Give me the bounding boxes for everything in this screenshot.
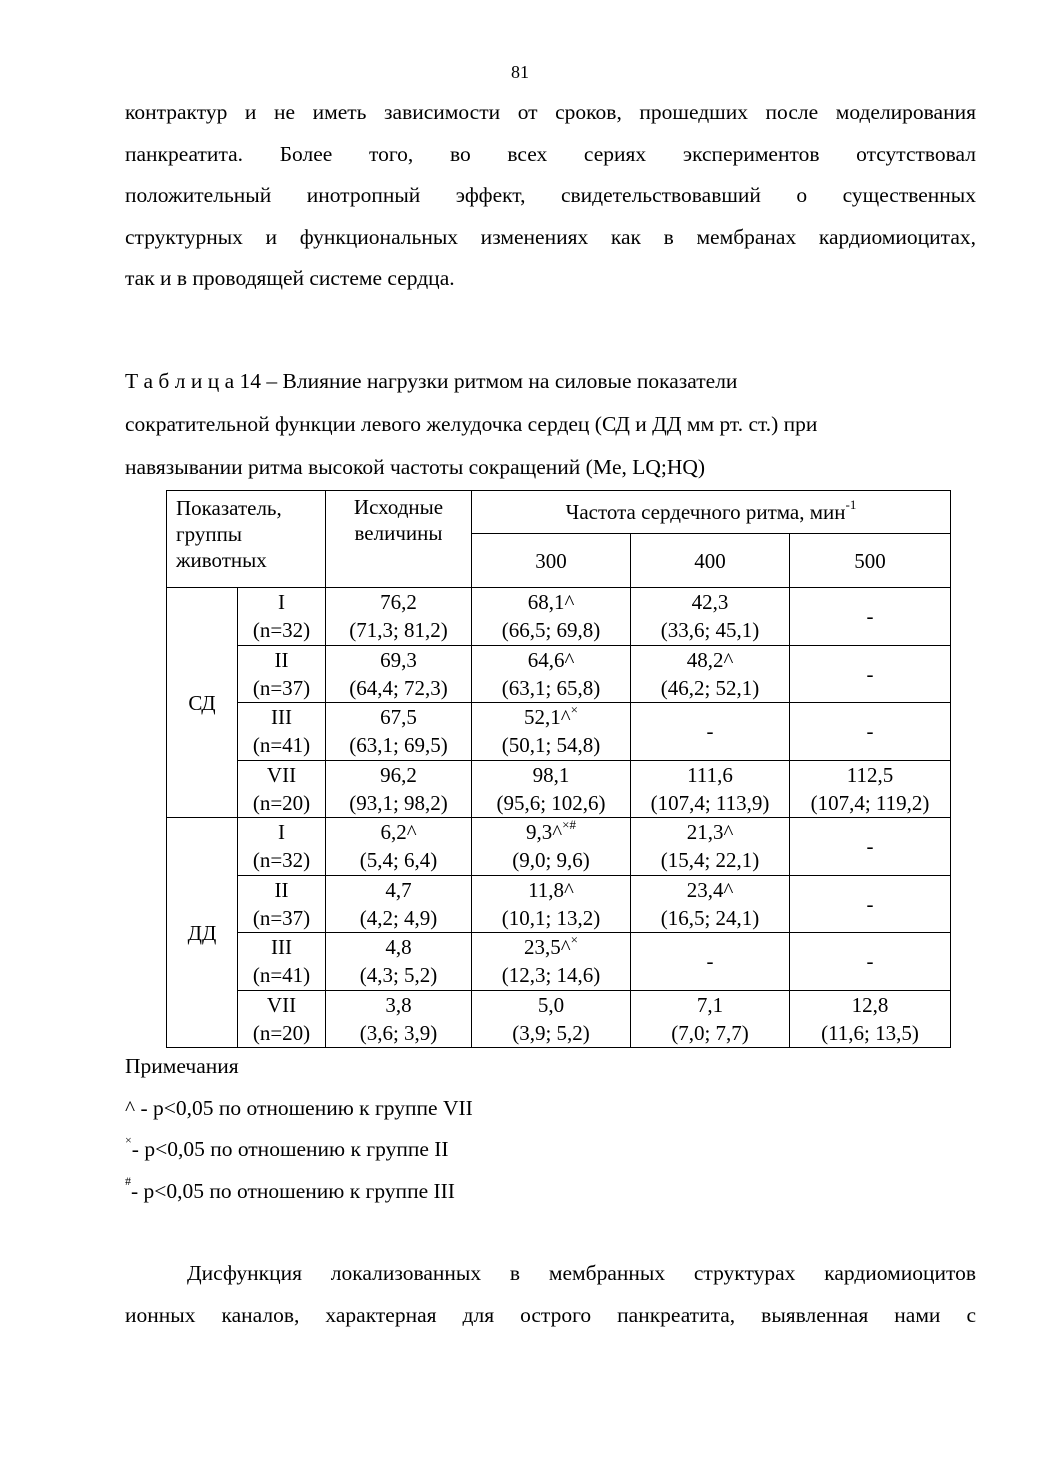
cell-line xyxy=(238,646,325,674)
table-row xyxy=(167,645,951,703)
cell-line xyxy=(790,1019,950,1047)
cell-line xyxy=(631,616,789,644)
note-mark: # xyxy=(125,1174,131,1189)
cell-text: (n=32) xyxy=(252,618,311,643)
table-caption xyxy=(125,360,976,489)
cell-line xyxy=(472,646,630,674)
text-line: контрактур и не иметь зависимости от сроков, прошедших после моделирования xyxy=(125,100,976,124)
cell-line xyxy=(472,818,630,846)
cell-line xyxy=(472,933,630,961)
cell-line xyxy=(472,846,630,874)
cell-text: 5,0 xyxy=(537,992,565,1017)
cell-text: (4,2; 4,9) xyxy=(359,905,438,930)
cell-text: 69,3 xyxy=(380,647,417,672)
cell-line xyxy=(238,961,325,989)
baseline-cell xyxy=(326,990,472,1048)
cell-line xyxy=(790,947,950,975)
cell-line xyxy=(238,846,325,874)
cell-line xyxy=(472,703,630,731)
text-line: положительный инотропный эффект, свидетельствовавший о существенных xyxy=(125,183,976,207)
cell-text: II xyxy=(274,647,289,672)
header-400: 400 xyxy=(631,534,790,588)
cell-text: (46,2; 52,1) xyxy=(660,675,760,700)
cell-text: III xyxy=(271,935,292,960)
significance-mark: × xyxy=(570,932,578,948)
cell-line xyxy=(326,761,471,789)
f500-cell xyxy=(790,588,951,646)
group-cell xyxy=(238,703,326,761)
cell-line xyxy=(631,761,789,789)
cell-text: 6,2^ xyxy=(380,820,417,845)
f500-cell xyxy=(790,818,951,876)
cell-text: (n=32) xyxy=(252,848,311,873)
cell-text: (63,1; 69,5) xyxy=(349,733,448,758)
cell-text: - xyxy=(866,719,874,744)
cell-text: 23,5^ xyxy=(524,935,571,960)
cell-line xyxy=(472,731,630,759)
cell-text: - xyxy=(866,661,874,686)
cell-text: (12,3; 14,6) xyxy=(501,963,601,988)
cell-line xyxy=(631,876,789,904)
cell-text: (63,1; 65,8) xyxy=(501,675,601,700)
cell-line xyxy=(238,991,325,1019)
group-cell xyxy=(238,933,326,991)
cell-text: 48,2^ xyxy=(686,647,734,672)
cell-line xyxy=(238,703,325,731)
cell-text: (107,4; 119,2) xyxy=(810,790,930,815)
note-item xyxy=(125,1129,473,1171)
cell-text: (7,0; 7,7) xyxy=(671,1020,749,1045)
cell-line xyxy=(326,876,471,904)
group-cell xyxy=(238,990,326,1048)
cell-line xyxy=(631,991,789,1019)
baseline-cell xyxy=(326,703,472,761)
baseline-cell xyxy=(326,818,472,876)
cell-text: 98,1 xyxy=(532,762,570,787)
f500-cell xyxy=(790,703,951,761)
f400-cell xyxy=(631,933,790,991)
table-row xyxy=(167,818,951,876)
header-text: Показатель, xyxy=(176,496,282,520)
cell-line xyxy=(472,588,630,616)
baseline-cell xyxy=(326,760,472,818)
cell-text: (n=20) xyxy=(252,790,311,815)
caption-line: сократительной функции левого желудочка сердец (СД и ДД мм рт. ст.) при xyxy=(125,412,818,436)
note-item xyxy=(125,1171,473,1213)
cell-line xyxy=(326,991,471,1019)
f300-cell xyxy=(472,818,631,876)
cell-line xyxy=(790,717,950,745)
cell-text: (n=37) xyxy=(252,905,311,930)
cell-text: (9,0; 9,6) xyxy=(512,848,590,873)
cell-line xyxy=(238,616,325,644)
header-rate xyxy=(472,491,951,534)
cell-text: 9,3^ xyxy=(526,820,563,845)
f300-cell xyxy=(472,933,631,991)
f500-cell xyxy=(790,875,951,933)
cell-text: 4,7 xyxy=(385,877,412,902)
cell-text: (n=37) xyxy=(252,675,311,700)
cell-line xyxy=(790,602,950,630)
body-paragraph-2 xyxy=(125,1253,976,1336)
f400-cell xyxy=(631,703,790,761)
text-line: структурных и функциональных изменениях как в мембранах кардиомиоцитах, xyxy=(125,224,976,249)
f300-cell xyxy=(472,588,631,646)
cell-text: 42,3 xyxy=(691,590,729,615)
cell-line xyxy=(326,789,471,817)
text-line: Дисфункция локализованных в мембранных структурах кардиомиоцитов xyxy=(187,1261,976,1285)
cell-line xyxy=(326,703,471,731)
cell-text: (66,5; 69,8) xyxy=(501,618,601,643)
cell-line xyxy=(472,674,630,702)
cell-line xyxy=(790,660,950,688)
cell-text: (n=41) xyxy=(252,733,311,758)
f400-cell xyxy=(631,760,790,818)
cell-text: (11,6; 13,5) xyxy=(821,1020,919,1045)
note-mark: × xyxy=(125,1132,132,1147)
cell-text: (64,4; 72,3) xyxy=(349,675,448,700)
notes-title: Примечания xyxy=(125,1054,239,1078)
f400-cell xyxy=(631,818,790,876)
cell-line xyxy=(790,890,950,918)
superscript: -1 xyxy=(845,497,857,512)
f500-cell xyxy=(790,760,951,818)
cell-text: (5,4; 6,4) xyxy=(359,848,438,873)
cell-line xyxy=(472,789,630,817)
f300-cell xyxy=(472,760,631,818)
cell-line xyxy=(631,717,789,745)
cell-text: - xyxy=(706,949,714,974)
cell-line xyxy=(238,731,325,759)
f500-cell xyxy=(790,933,951,991)
cell-text: (33,6; 45,1) xyxy=(660,618,760,643)
cell-text: (n=20) xyxy=(252,1020,311,1045)
cell-line xyxy=(472,876,630,904)
cell-line xyxy=(238,588,325,616)
cell-text: - xyxy=(866,949,874,974)
cell-text: - xyxy=(866,604,874,629)
note-item xyxy=(125,1088,473,1130)
cell-line xyxy=(631,588,789,616)
cell-text: (15,4; 22,1) xyxy=(660,848,760,873)
section-label: СД xyxy=(167,588,238,818)
table-row xyxy=(167,703,951,761)
cell-line xyxy=(238,789,325,817)
cell-text: 64,6^ xyxy=(527,647,575,672)
cell-text: 21,3^ xyxy=(686,820,734,845)
significance-mark: ×# xyxy=(562,817,576,833)
cell-line xyxy=(238,761,325,789)
cell-text: 76,2 xyxy=(380,590,417,615)
f400-cell xyxy=(631,588,790,646)
group-cell xyxy=(238,818,326,876)
cell-text: III xyxy=(271,705,292,730)
note-text: ^ - p<0,05 по отношению к группе VII xyxy=(125,1095,473,1120)
header-baseline xyxy=(326,491,472,588)
cell-line xyxy=(631,904,789,932)
cell-line xyxy=(238,674,325,702)
cell-text: - xyxy=(706,719,714,744)
cell-line xyxy=(472,616,630,644)
cell-text: 12,8 xyxy=(851,992,889,1017)
cell-text: VII xyxy=(266,992,297,1017)
cell-text: (93,1; 98,2) xyxy=(349,790,448,815)
cell-text: (10,1; 13,2) xyxy=(501,905,601,930)
f300-cell xyxy=(472,645,631,703)
cell-text: 11,8^ xyxy=(528,877,574,902)
cell-line xyxy=(326,1019,471,1047)
cell-line xyxy=(790,991,950,1019)
header-indicator xyxy=(167,491,326,588)
f400-cell xyxy=(631,875,790,933)
cell-line xyxy=(326,616,471,644)
cell-text: 68,1^ xyxy=(527,590,575,615)
cell-line xyxy=(790,761,950,789)
cell-text: (n=41) xyxy=(252,963,311,988)
header-500: 500 xyxy=(790,534,951,588)
header-text: Частота сердечного ритма, мин xyxy=(565,500,846,524)
header-text: группы xyxy=(176,522,242,546)
header-text: Исходные xyxy=(353,495,444,519)
cell-line xyxy=(238,933,325,961)
section-label: ДД xyxy=(167,818,238,1048)
cell-line xyxy=(472,1019,630,1047)
cell-text: 67,5 xyxy=(380,705,417,730)
cell-text: II xyxy=(274,877,289,902)
cell-line xyxy=(326,904,471,932)
group-cell xyxy=(238,588,326,646)
cell-text: 112,5 xyxy=(846,762,894,787)
cell-text: 96,2 xyxy=(380,762,417,787)
group-cell xyxy=(238,875,326,933)
cell-line xyxy=(472,761,630,789)
note-text: - p<0,05 по отношению к группе II xyxy=(131,1137,449,1161)
cell-line xyxy=(326,961,471,989)
cell-line xyxy=(790,832,950,860)
cell-line xyxy=(326,846,471,874)
baseline-cell xyxy=(326,933,472,991)
f300-cell xyxy=(472,990,631,1048)
baseline-cell xyxy=(326,588,472,646)
cell-text: 111,6 xyxy=(687,762,733,787)
cell-line xyxy=(326,818,471,846)
cell-line xyxy=(472,961,630,989)
table-row xyxy=(167,990,951,1048)
cell-line xyxy=(238,876,325,904)
header-text: животных xyxy=(176,548,267,572)
group-cell xyxy=(238,645,326,703)
baseline-cell xyxy=(326,875,472,933)
cell-line xyxy=(326,674,471,702)
cell-line xyxy=(631,1019,789,1047)
cell-line xyxy=(238,904,325,932)
table-row xyxy=(167,588,951,646)
cell-text: 3,8 xyxy=(385,992,412,1017)
cell-text: VII xyxy=(266,762,297,787)
cell-line xyxy=(631,947,789,975)
f500-cell xyxy=(790,990,951,1048)
group-cell xyxy=(238,760,326,818)
cell-text: - xyxy=(866,834,874,859)
cell-line xyxy=(326,588,471,616)
caption-line: навязывании ритма высокой частоты сокращений (Me, LQ;HQ) xyxy=(125,455,706,479)
cell-line xyxy=(238,1019,325,1047)
cell-line xyxy=(631,846,789,874)
cell-text: (3,9; 5,2) xyxy=(512,1020,590,1045)
cell-line xyxy=(790,789,950,817)
significance-mark: × xyxy=(570,702,578,718)
cell-text: 52,1^ xyxy=(524,705,571,730)
cell-line xyxy=(326,731,471,759)
cell-text: - xyxy=(866,891,874,916)
cell-line xyxy=(631,818,789,846)
cell-line xyxy=(631,674,789,702)
text-line: панкреатита. Более того, во всех сериях экспериментов отсутствовал xyxy=(125,141,976,166)
cell-text: (107,4; 113,9) xyxy=(650,790,770,815)
cell-text: 23,4^ xyxy=(686,877,734,902)
header-text: величины xyxy=(354,521,443,545)
cell-line xyxy=(326,933,471,961)
notes xyxy=(125,1046,473,1212)
cell-line xyxy=(631,789,789,817)
cell-text: (3,6; 3,9) xyxy=(359,1020,438,1045)
cell-line xyxy=(326,646,471,674)
f400-cell xyxy=(631,990,790,1048)
cell-text: I xyxy=(278,820,285,845)
table-row xyxy=(167,760,951,818)
page-number: 81 xyxy=(511,62,529,82)
cell-text: (50,1; 54,8) xyxy=(501,733,601,758)
cell-text: (4,3; 5,2) xyxy=(359,963,438,988)
cell-line xyxy=(472,904,630,932)
cell-text: (95,6; 102,6) xyxy=(496,790,606,815)
body-paragraph-1 xyxy=(125,92,976,300)
text-line: так и в проводящей системе сердца. xyxy=(125,266,455,290)
baseline-cell xyxy=(326,645,472,703)
f300-cell xyxy=(472,703,631,761)
header-300: 300 xyxy=(472,534,631,588)
text-line: ионных каналов, характерная для острого панкреатита, выявленная нами с xyxy=(125,1302,976,1327)
cell-line xyxy=(238,818,325,846)
cell-text: (71,3; 81,2) xyxy=(349,618,448,643)
cell-text: 4,8 xyxy=(385,935,412,960)
table-row xyxy=(167,933,951,991)
cell-text: (16,5; 24,1) xyxy=(660,905,760,930)
cell-text: I xyxy=(278,590,285,615)
f400-cell xyxy=(631,645,790,703)
table-row xyxy=(167,875,951,933)
f300-cell xyxy=(472,875,631,933)
data-table xyxy=(166,490,951,1048)
cell-line xyxy=(631,646,789,674)
note-text: - p<0,05 по отношению к группе III xyxy=(131,1178,455,1203)
cell-line xyxy=(472,991,630,1019)
f500-cell xyxy=(790,645,951,703)
caption-line: Т а б л и ц а 14 – Влияние нагрузки ритмом на силовые показатели xyxy=(125,369,738,393)
cell-text: 7,1 xyxy=(696,992,724,1017)
